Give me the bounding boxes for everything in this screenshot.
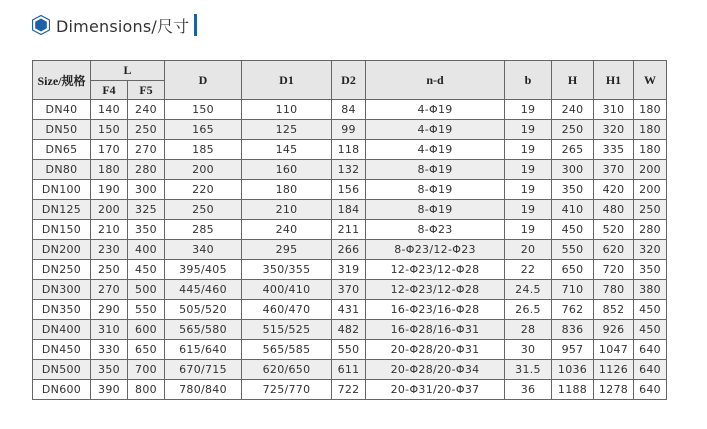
- cell-w: 180: [634, 140, 667, 160]
- table-row: [33, 380, 667, 400]
- cell-d1: 400/410: [242, 280, 332, 300]
- cell-b: 26.5: [505, 300, 552, 320]
- cell-h: 957: [552, 340, 594, 360]
- cell-n-d: 16-Φ28/16-Φ31: [366, 320, 505, 340]
- table-row: [33, 320, 667, 340]
- cell-f4: 330: [91, 340, 128, 360]
- cell-h: 1036: [552, 360, 594, 380]
- table-row: [33, 360, 667, 380]
- cell-size: DN450: [33, 340, 91, 360]
- header-D: D: [165, 61, 242, 100]
- cell-h1: 1126: [594, 360, 634, 380]
- dimensions-table: [32, 60, 667, 400]
- cell-f4: 390: [91, 380, 128, 400]
- cell-f4: 140: [91, 100, 128, 120]
- cell-d1: 620/650: [242, 360, 332, 380]
- cell-d1: 240: [242, 220, 332, 240]
- cell-size: DN200: [33, 240, 91, 260]
- cell-h: 836: [552, 320, 594, 340]
- cell-h: 410: [552, 200, 594, 220]
- cell-h1: 852: [594, 300, 634, 320]
- table-row: [33, 300, 667, 320]
- cell-n-d: 4-Φ19: [366, 100, 505, 120]
- cell-f4: 190: [91, 180, 128, 200]
- cell-d2: 156: [332, 180, 366, 200]
- cell-f4: 230: [91, 240, 128, 260]
- cell-h1: 310: [594, 100, 634, 120]
- cell-w: 640: [634, 380, 667, 400]
- cell-h: 265: [552, 140, 594, 160]
- cell-d1: 210: [242, 200, 332, 220]
- cell-w: 200: [634, 160, 667, 180]
- cell-d: 150: [165, 100, 242, 120]
- cell-f5: 325: [128, 200, 165, 220]
- cell-f5: 800: [128, 380, 165, 400]
- cell-d2: 550: [332, 340, 366, 360]
- cell-size: DN65: [33, 140, 91, 160]
- table-row: [33, 180, 667, 200]
- header-F4: F4: [91, 81, 128, 100]
- header-H: H: [552, 61, 594, 100]
- header-W: W: [634, 61, 667, 100]
- table-row: [33, 160, 667, 180]
- section-title: Dimensions/尺寸: [56, 16, 190, 36]
- cell-d2: 611: [332, 360, 366, 380]
- cell-b: 28: [505, 320, 552, 340]
- cell-size: DN300: [33, 280, 91, 300]
- cell-w: 450: [634, 320, 667, 340]
- section-header: [32, 12, 197, 38]
- cell-d: 250: [165, 200, 242, 220]
- table-row: [33, 280, 667, 300]
- cell-h: 240: [552, 100, 594, 120]
- cell-f4: 290: [91, 300, 128, 320]
- table-row: [33, 240, 667, 260]
- cell-h1: 520: [594, 220, 634, 240]
- cell-n-d: 12-Φ23/12-Φ28: [366, 280, 505, 300]
- cell-d: 780/840: [165, 380, 242, 400]
- cell-size: DN250: [33, 260, 91, 280]
- cell-b: 19: [505, 140, 552, 160]
- cell-f4: 310: [91, 320, 128, 340]
- cell-d1: 125: [242, 120, 332, 140]
- cell-d: 340: [165, 240, 242, 260]
- cell-h1: 420: [594, 180, 634, 200]
- cell-d2: 184: [332, 200, 366, 220]
- cell-f4: 350: [91, 360, 128, 380]
- cell-h: 350: [552, 180, 594, 200]
- cell-size: DN600: [33, 380, 91, 400]
- cell-n-d: 8-Φ19: [366, 200, 505, 220]
- cell-d: 395/405: [165, 260, 242, 280]
- cell-size: DN500: [33, 360, 91, 380]
- cell-f5: 700: [128, 360, 165, 380]
- cell-n-d: 8-Φ23: [366, 220, 505, 240]
- cell-h: 300: [552, 160, 594, 180]
- cell-size: DN400: [33, 320, 91, 340]
- cell-b: 20: [505, 240, 552, 260]
- table-row: [33, 100, 667, 120]
- table-row: [33, 260, 667, 280]
- cell-h1: 620: [594, 240, 634, 260]
- cell-f5: 300: [128, 180, 165, 200]
- cell-w: 180: [634, 100, 667, 120]
- table-row: [33, 220, 667, 240]
- cell-size: DN125: [33, 200, 91, 220]
- cell-size: DN350: [33, 300, 91, 320]
- cell-f5: 270: [128, 140, 165, 160]
- cell-d: 565/580: [165, 320, 242, 340]
- cell-d: 220: [165, 180, 242, 200]
- cell-f5: 450: [128, 260, 165, 280]
- cell-b: 19: [505, 100, 552, 120]
- cell-w: 200: [634, 180, 667, 200]
- header-size: Size/规格: [33, 61, 91, 100]
- cell-f4: 210: [91, 220, 128, 240]
- cell-f4: 180: [91, 160, 128, 180]
- cell-d1: 295: [242, 240, 332, 260]
- table-body: [33, 100, 667, 400]
- table-row: [33, 340, 667, 360]
- cell-d: 505/520: [165, 300, 242, 320]
- cell-d2: 482: [332, 320, 366, 340]
- hexagon-icon: [32, 15, 50, 35]
- table-row: [33, 200, 667, 220]
- cell-d: 200: [165, 160, 242, 180]
- cell-h: 762: [552, 300, 594, 320]
- cell-d: 165: [165, 120, 242, 140]
- cell-w: 350: [634, 260, 667, 280]
- cell-f5: 280: [128, 160, 165, 180]
- cell-d2: 118: [332, 140, 366, 160]
- cell-b: 19: [505, 200, 552, 220]
- cell-n-d: 20-Φ28/20-Φ34: [366, 360, 505, 380]
- cell-d2: 370: [332, 280, 366, 300]
- cell-d: 185: [165, 140, 242, 160]
- cell-h: 450: [552, 220, 594, 240]
- cell-f4: 250: [91, 260, 128, 280]
- cell-d: 285: [165, 220, 242, 240]
- cell-f4: 200: [91, 200, 128, 220]
- cell-h: 1188: [552, 380, 594, 400]
- cell-d1: 160: [242, 160, 332, 180]
- cell-size: DN150: [33, 220, 91, 240]
- cell-d2: 266: [332, 240, 366, 260]
- cell-w: 320: [634, 240, 667, 260]
- cell-w: 180: [634, 120, 667, 140]
- cell-d1: 145: [242, 140, 332, 160]
- cell-d: 615/640: [165, 340, 242, 360]
- table-row: [33, 140, 667, 160]
- cell-d1: 460/470: [242, 300, 332, 320]
- cell-d1: 725/770: [242, 380, 332, 400]
- cell-b: 36: [505, 380, 552, 400]
- header-F5: F5: [128, 81, 165, 100]
- cell-f5: 600: [128, 320, 165, 340]
- cell-b: 19: [505, 220, 552, 240]
- cell-w: 280: [634, 220, 667, 240]
- cell-n-d: 4-Φ19: [366, 140, 505, 160]
- header-L: L: [91, 61, 165, 81]
- cell-n-d: 8-Φ19: [366, 160, 505, 180]
- cell-n-d: 4-Φ19: [366, 120, 505, 140]
- cell-b: 30: [505, 340, 552, 360]
- cell-h1: 370: [594, 160, 634, 180]
- cell-h1: 926: [594, 320, 634, 340]
- cell-n-d: 20-Φ28/20-Φ31: [366, 340, 505, 360]
- title-accent-bar: [194, 14, 197, 36]
- cell-d1: 110: [242, 100, 332, 120]
- cell-d1: 565/585: [242, 340, 332, 360]
- cell-f5: 240: [128, 100, 165, 120]
- cell-d1: 350/355: [242, 260, 332, 280]
- cell-d1: 180: [242, 180, 332, 200]
- cell-f4: 170: [91, 140, 128, 160]
- cell-f5: 250: [128, 120, 165, 140]
- cell-b: 19: [505, 180, 552, 200]
- table-header: [33, 61, 667, 100]
- cell-d1: 515/525: [242, 320, 332, 340]
- cell-f5: 650: [128, 340, 165, 360]
- cell-h1: 335: [594, 140, 634, 160]
- cell-b: 19: [505, 160, 552, 180]
- cell-size: DN80: [33, 160, 91, 180]
- table-row: [33, 120, 667, 140]
- cell-f4: 270: [91, 280, 128, 300]
- cell-d2: 132: [332, 160, 366, 180]
- cell-size: DN100: [33, 180, 91, 200]
- cell-w: 450: [634, 300, 667, 320]
- cell-d2: 319: [332, 260, 366, 280]
- cell-w: 250: [634, 200, 667, 220]
- cell-d: 445/460: [165, 280, 242, 300]
- header-b: b: [505, 61, 552, 100]
- cell-n-d: 8-Φ19: [366, 180, 505, 200]
- cell-d2: 431: [332, 300, 366, 320]
- cell-f5: 500: [128, 280, 165, 300]
- header-D1: D1: [242, 61, 332, 100]
- cell-h1: 480: [594, 200, 634, 220]
- cell-w: 640: [634, 340, 667, 360]
- cell-b: 22: [505, 260, 552, 280]
- cell-f4: 150: [91, 120, 128, 140]
- cell-d2: 84: [332, 100, 366, 120]
- cell-n-d: 12-Φ23/12-Φ28: [366, 260, 505, 280]
- cell-d2: 99: [332, 120, 366, 140]
- cell-b: 19: [505, 120, 552, 140]
- cell-f5: 400: [128, 240, 165, 260]
- cell-h1: 720: [594, 260, 634, 280]
- cell-h1: 1278: [594, 380, 634, 400]
- cell-size: DN40: [33, 100, 91, 120]
- cell-b: 31.5: [505, 360, 552, 380]
- header-H1: H1: [594, 61, 634, 100]
- cell-d2: 211: [332, 220, 366, 240]
- cell-h1: 320: [594, 120, 634, 140]
- cell-f5: 350: [128, 220, 165, 240]
- cell-h1: 780: [594, 280, 634, 300]
- cell-size: DN50: [33, 120, 91, 140]
- cell-f5: 550: [128, 300, 165, 320]
- cell-h1: 1047: [594, 340, 634, 360]
- cell-w: 380: [634, 280, 667, 300]
- cell-n-d: 20-Φ31/20-Φ37: [366, 380, 505, 400]
- header-D2: D2: [332, 61, 366, 100]
- cell-h: 250: [552, 120, 594, 140]
- cell-b: 24.5: [505, 280, 552, 300]
- cell-n-d: 8-Φ23/12-Φ23: [366, 240, 505, 260]
- cell-w: 640: [634, 360, 667, 380]
- cell-h: 650: [552, 260, 594, 280]
- header-n-d: n-d: [366, 61, 505, 100]
- cell-d: 670/715: [165, 360, 242, 380]
- cell-h: 550: [552, 240, 594, 260]
- cell-d2: 722: [332, 380, 366, 400]
- cell-h: 710: [552, 280, 594, 300]
- cell-n-d: 16-Φ23/16-Φ28: [366, 300, 505, 320]
